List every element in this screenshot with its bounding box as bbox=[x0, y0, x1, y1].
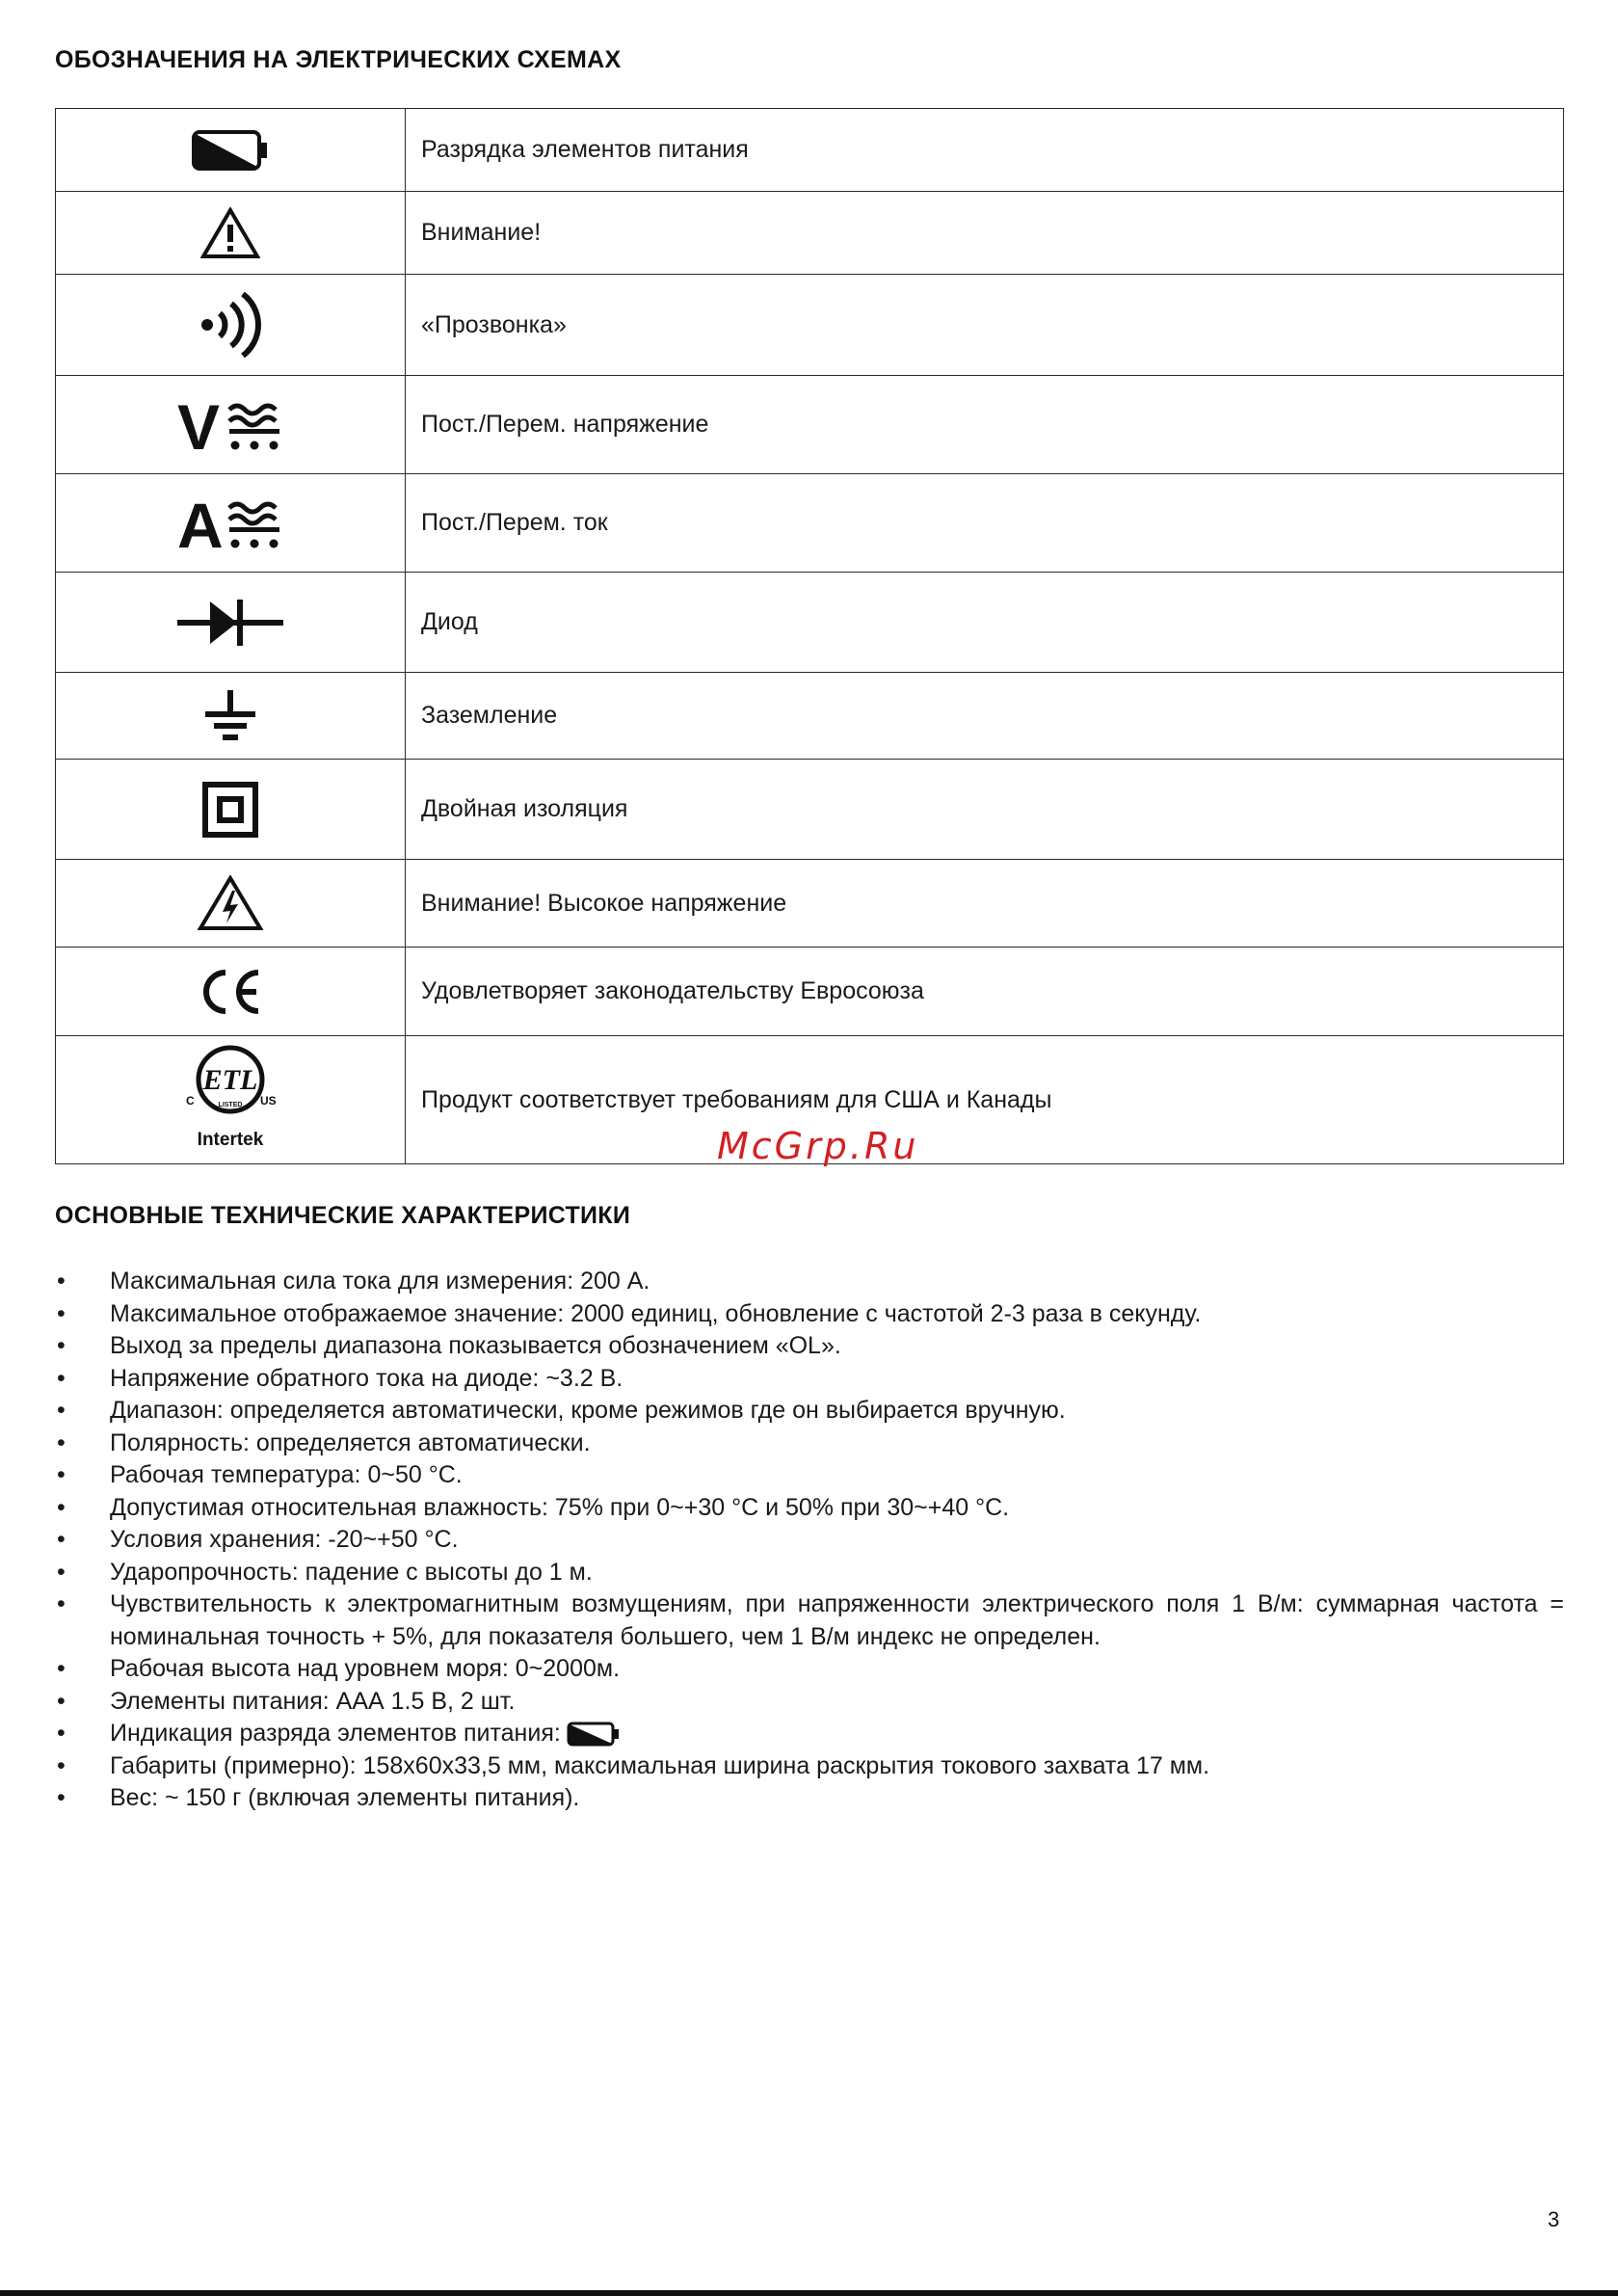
bullet: • bbox=[57, 1558, 66, 1586]
icon-cell bbox=[56, 860, 406, 948]
row-label: Диод bbox=[406, 573, 1564, 673]
bullet: • bbox=[57, 1590, 66, 1617]
row-label: «Прозвонка» bbox=[406, 275, 1564, 376]
row-label: Пост./Перем. напряжение bbox=[406, 376, 1564, 474]
symbols-section-title: ОБОЗНАЧЕНИЯ НА ЭЛЕКТРИЧЕСКИХ СХЕМАХ bbox=[55, 46, 622, 73]
bullet: • bbox=[57, 1526, 66, 1553]
etl-center-text: ETL bbox=[202, 1064, 258, 1096]
list-item bbox=[55, 1589, 1564, 1653]
icon-cell bbox=[56, 376, 406, 474]
etl-right-text: US bbox=[260, 1094, 277, 1108]
etl-listed-icon bbox=[177, 1043, 283, 1157]
table-row bbox=[56, 673, 1564, 760]
continuity-icon bbox=[199, 290, 262, 360]
voltage-glyph: V bbox=[177, 395, 221, 454]
etl-sub-text: LISTED bbox=[218, 1102, 243, 1108]
list-item bbox=[55, 1395, 1564, 1428]
list-item bbox=[55, 1750, 1564, 1783]
list-item-text: Диапазон: определяется автоматически, кроме режимов где он выбирается вручную. bbox=[110, 1397, 1066, 1424]
table-row bbox=[56, 275, 1564, 376]
list-item-text: Ударопрочность: падение с высоты до 1 м. bbox=[110, 1558, 593, 1586]
list-item-text: Напряжение обратного тока на диоде: ~3.2 В. bbox=[110, 1364, 623, 1392]
list-item bbox=[55, 1686, 1564, 1719]
warning-icon bbox=[200, 207, 260, 259]
bullet: • bbox=[57, 1784, 66, 1811]
bullet: • bbox=[57, 1428, 66, 1456]
current-ac-dc-icon bbox=[177, 494, 283, 552]
icon-cell bbox=[56, 109, 406, 192]
list-item bbox=[55, 1718, 1564, 1750]
table-row bbox=[56, 760, 1564, 860]
list-item-text: Максимальная сила тока для измерения: 200 А. bbox=[110, 1268, 650, 1295]
row-label: Удовлетворяет законодательству Евросоюза bbox=[406, 948, 1564, 1036]
list-item-text: Элементы питания: ААА 1.5 В, 2 шт. bbox=[110, 1687, 516, 1715]
bullet: • bbox=[57, 1397, 66, 1424]
symbols-table bbox=[55, 108, 1564, 1164]
icon-cell bbox=[56, 1036, 406, 1164]
table-row bbox=[56, 376, 1564, 474]
list-item bbox=[55, 1266, 1564, 1298]
voltage-ac-dc-icon bbox=[177, 396, 283, 454]
diode-icon bbox=[177, 596, 283, 650]
high-voltage-icon bbox=[198, 875, 263, 931]
bullet: • bbox=[57, 1364, 66, 1392]
icon-cell bbox=[56, 673, 406, 760]
table-row bbox=[56, 948, 1564, 1036]
bullet: • bbox=[57, 1299, 66, 1327]
row-label: Двойная изоляция bbox=[406, 760, 1564, 860]
list-item-text: Чувствительность к электромагнитным возмущениям, при напряженности электрического поля 1 В/м: суммарная частота = номинальная точность + 5%, для показателя большего, чем 1 В/м индекс не определен. bbox=[110, 1590, 1564, 1650]
list-item bbox=[55, 1330, 1564, 1363]
icon-cell bbox=[56, 192, 406, 275]
icon-cell bbox=[56, 573, 406, 673]
list-item bbox=[55, 1298, 1564, 1331]
ce-mark-icon bbox=[199, 968, 262, 1016]
list-item bbox=[55, 1557, 1564, 1589]
list-item-text: Габариты (примерно): 158х60х33,5 мм, максимальная ширина раскрытия токового захвата 17 мм. bbox=[110, 1751, 1210, 1779]
list-item-text: Индикация разряда элементов питания: bbox=[110, 1720, 561, 1747]
row-label: Заземление bbox=[406, 673, 1564, 760]
double-insulation-icon bbox=[202, 782, 258, 838]
list-item-text: Рабочая температура: 0~50 °С. bbox=[110, 1461, 463, 1488]
table-row bbox=[56, 474, 1564, 573]
icon-cell bbox=[56, 760, 406, 860]
table-row bbox=[56, 192, 1564, 275]
bullet: • bbox=[57, 1655, 66, 1682]
bullet: • bbox=[57, 1461, 66, 1488]
bullet: • bbox=[57, 1332, 66, 1359]
list-item-text: Максимальное отображаемое значение: 2000 единиц, обновление с частотой 2-3 раза в секунду. bbox=[110, 1299, 1202, 1327]
icon-cell bbox=[56, 474, 406, 573]
list-item-text: Условия хранения: -20~+50 °С. bbox=[110, 1526, 459, 1553]
etl-brand-text: Intertek bbox=[197, 1130, 264, 1150]
list-item bbox=[55, 1428, 1564, 1460]
list-item bbox=[55, 1459, 1564, 1492]
list-item bbox=[55, 1524, 1564, 1557]
list-item bbox=[55, 1363, 1564, 1396]
list-item-text: Вес: ~ 150 г (включая элементы питания). bbox=[110, 1784, 580, 1811]
bullet: • bbox=[57, 1493, 66, 1521]
table-row bbox=[56, 109, 1564, 192]
etl-left-text: C bbox=[186, 1094, 195, 1108]
icon-cell bbox=[56, 275, 406, 376]
table-row bbox=[56, 860, 1564, 948]
ground-icon bbox=[203, 688, 257, 744]
specs-section-title: ОСНОВНЫЕ ТЕХНИЧЕСКИЕ ХАРАКТЕРИСТИКИ bbox=[55, 1202, 631, 1229]
icon-cell bbox=[56, 948, 406, 1036]
bullet: • bbox=[57, 1687, 66, 1715]
watermark: McGrp.Ru bbox=[717, 1125, 919, 1167]
battery-low-icon bbox=[567, 1722, 621, 1747]
list-item-text: Рабочая высота над уровнем моря: 0~2000м. bbox=[110, 1655, 621, 1682]
row-label: Пост./Перем. ток bbox=[406, 474, 1564, 573]
list-item bbox=[55, 1492, 1564, 1525]
row-label: Внимание! bbox=[406, 192, 1564, 275]
row-label: Разрядка элементов питания bbox=[406, 109, 1564, 192]
bullet: • bbox=[57, 1268, 66, 1295]
bullet: • bbox=[57, 1751, 66, 1779]
battery-low-icon bbox=[192, 130, 269, 171]
list-item-text: Полярность: определяется автоматически. bbox=[110, 1428, 591, 1456]
row-label: Продукт соответствует требованиям для США и Канады bbox=[406, 1036, 1564, 1164]
list-item-text: Допустимая относительная влажность: 75% при 0~+30 °С и 50% при 30~+40 °С. bbox=[110, 1493, 1010, 1521]
row-label: Внимание! Высокое напряжение bbox=[406, 860, 1564, 948]
table-row bbox=[56, 573, 1564, 673]
list-item bbox=[55, 1782, 1564, 1815]
bullet: • bbox=[57, 1720, 66, 1747]
current-glyph: A bbox=[177, 494, 224, 552]
list-item bbox=[55, 1653, 1564, 1686]
list-item-text: Выход за пределы диапазона показывается обозначением «OL». bbox=[110, 1332, 841, 1359]
bottom-divider bbox=[0, 2290, 1618, 2296]
page-number: 3 bbox=[1548, 2207, 1560, 2231]
specs-list bbox=[55, 1266, 1564, 1815]
